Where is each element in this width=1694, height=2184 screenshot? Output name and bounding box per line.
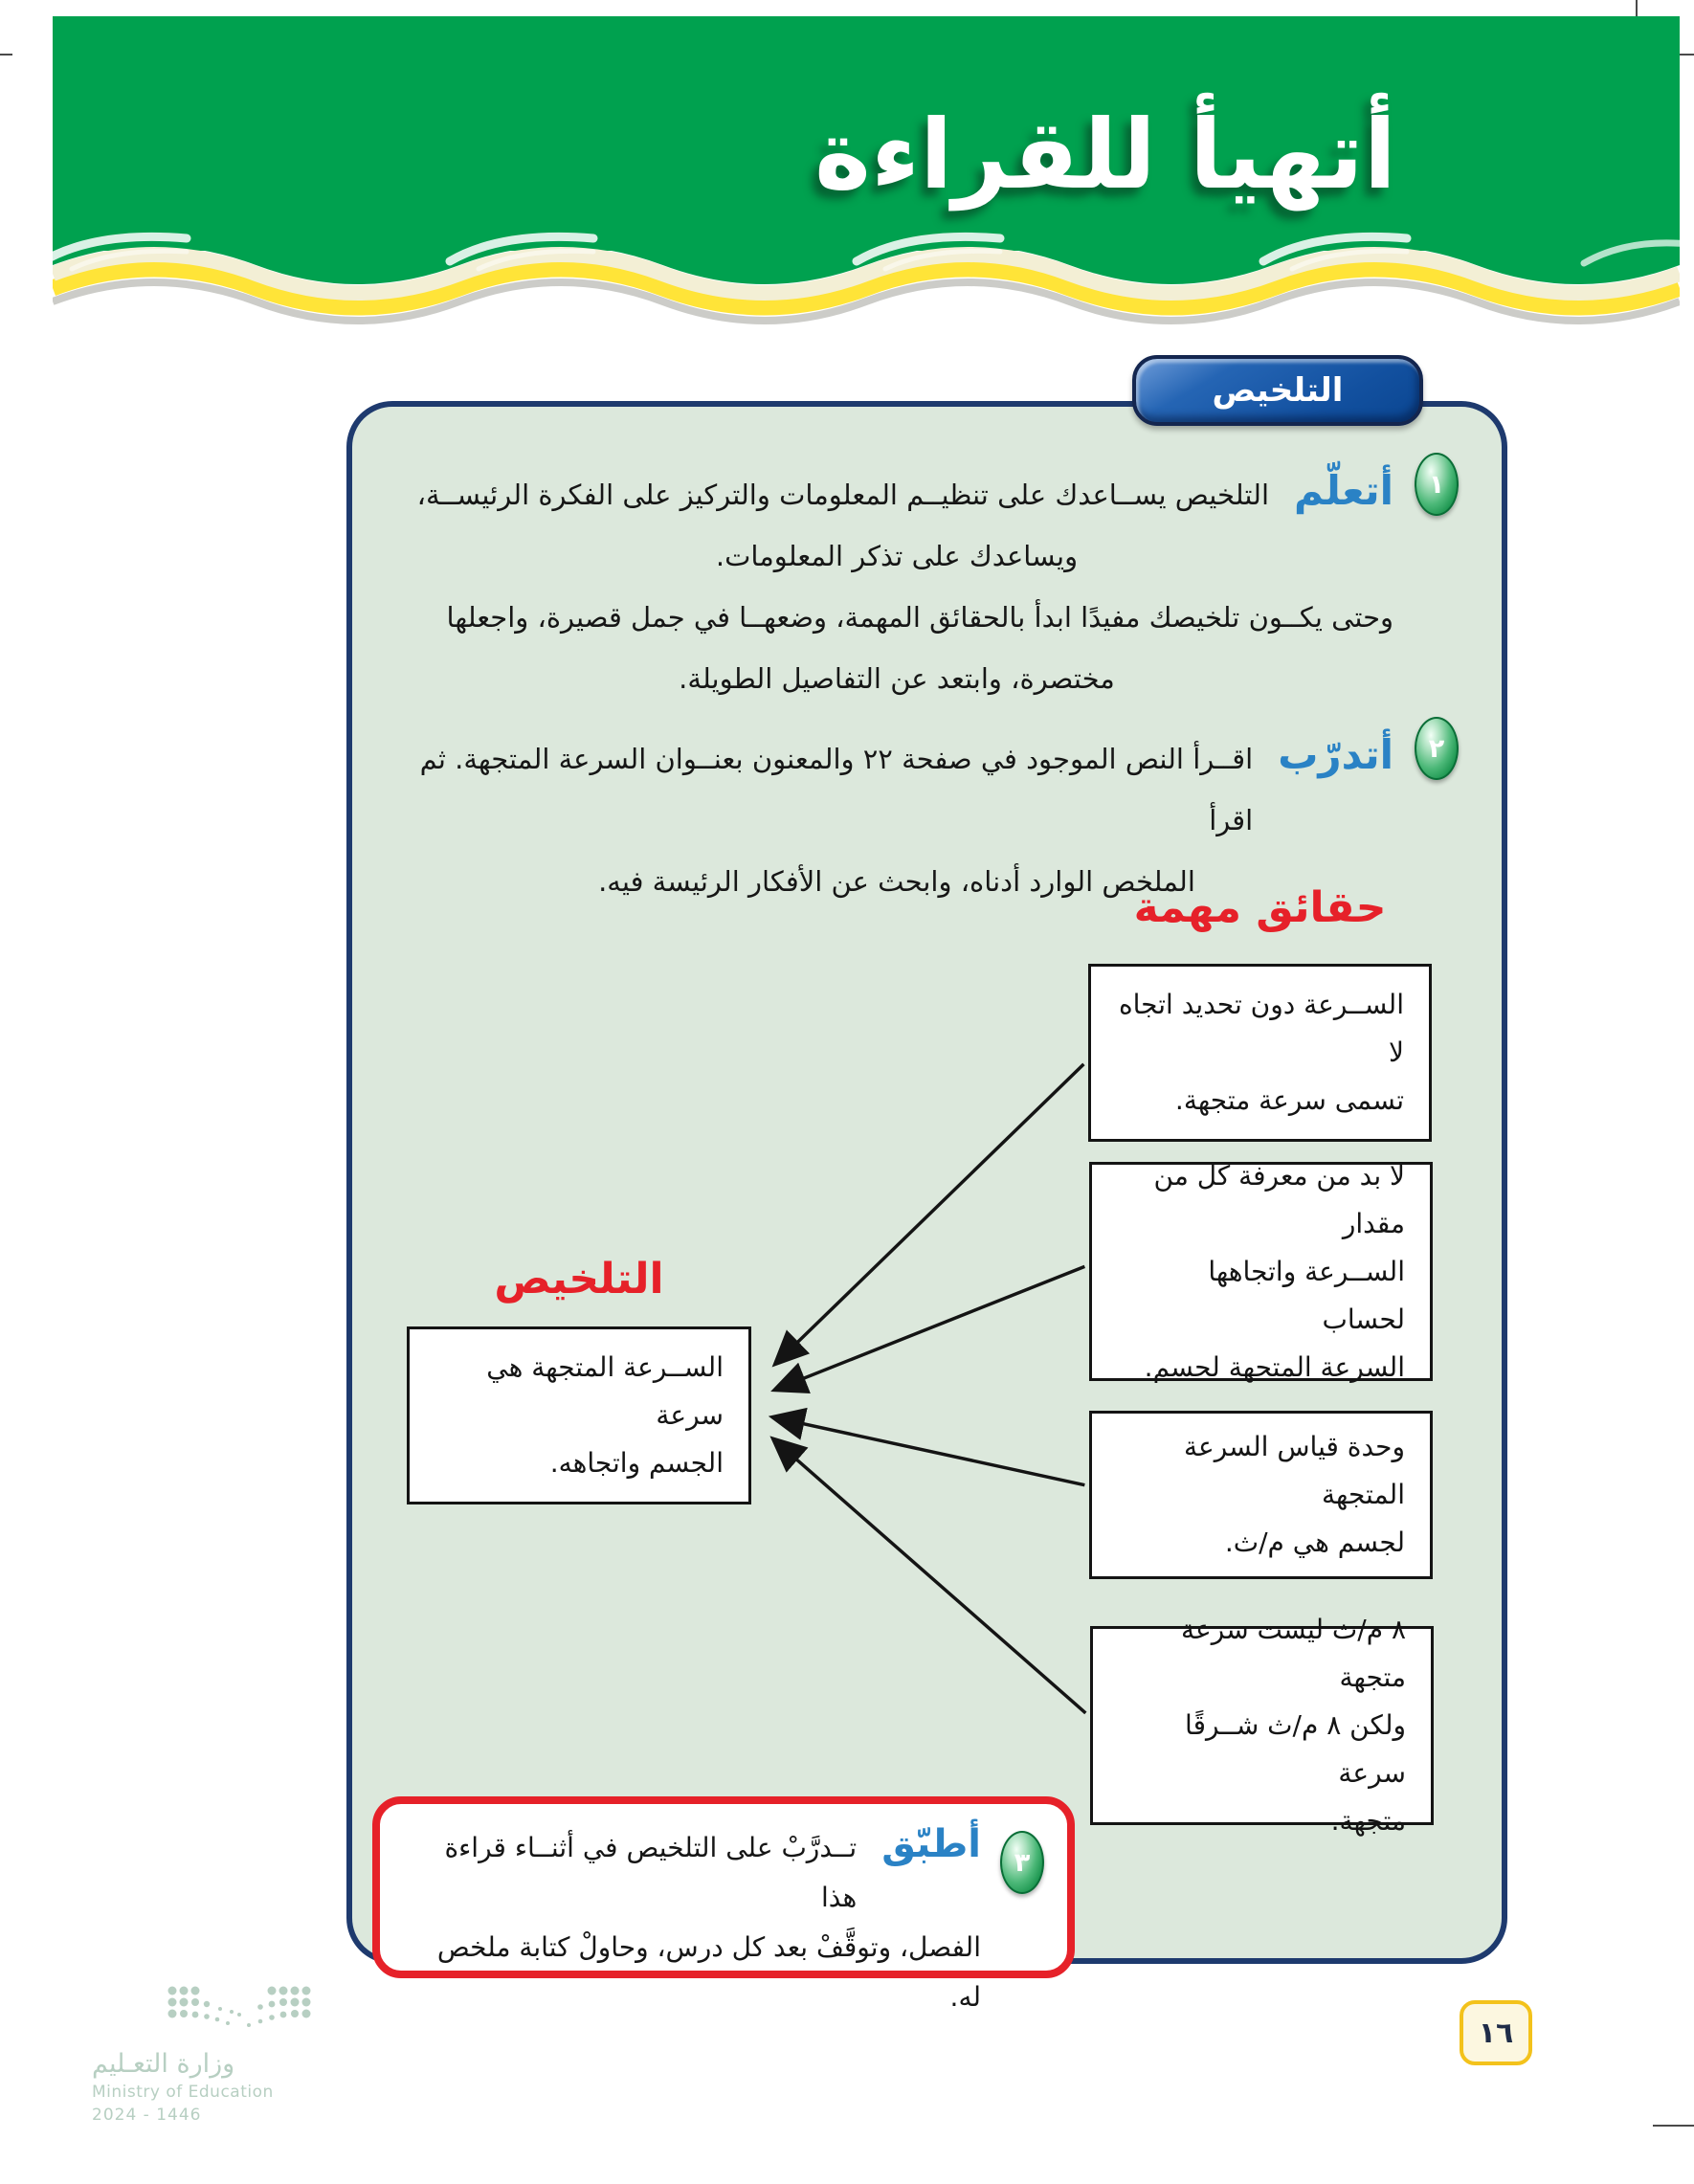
page-title: أتهيأ للقراءة: [814, 99, 1396, 211]
ministry-name-english: Ministry of Education: [92, 2083, 274, 2102]
apply-item: [372, 1796, 1075, 2013]
fact-2-line-3: السرعة المتجهة لجسم.: [1144, 1350, 1405, 1383]
step-3-number: ٣: [1014, 1847, 1031, 1878]
learn-line-1: التلخيص يســاعدك على تنظيــم المعلومات والتركيز على الفكرة الرئيســة،: [416, 479, 1270, 511]
practice-item: [400, 709, 1459, 912]
summary-pill-badge: [1132, 355, 1423, 426]
apply-heading: أطبّق: [881, 1822, 981, 1866]
step-3-badge: [1000, 1831, 1044, 1894]
fact-4-line-1: ٨ م/ث ليست سرعة متجهة: [1181, 1614, 1406, 1693]
apply-text: [403, 1819, 981, 2013]
fact-box-2: [1089, 1159, 1433, 1383]
practice-text: [400, 709, 1393, 912]
ministry-logo: [92, 1983, 341, 2125]
step-2-badge: [1415, 717, 1459, 780]
crop-mark: [0, 54, 12, 56]
practice-line-2: الملخص الوارد أدناه، وابحث عن الأفكار الرئيسة فيه.: [598, 865, 1195, 898]
fact-box-4: [1090, 1614, 1434, 1837]
learn-text: [400, 445, 1393, 709]
fact-3-line-2: لجسم هي م/ث.: [1224, 1527, 1405, 1558]
fact-box-3: [1089, 1411, 1433, 1579]
step-2-number: ٢: [1428, 733, 1445, 764]
apply-line-3: له.: [949, 1981, 981, 2013]
learn-line-4: مختصرة، وابتعد عن التفاصيل الطويلة.: [679, 662, 1115, 695]
summary-diagram-title: التلخيص: [494, 1255, 664, 1304]
fact-4-line-3: متجهة.: [1330, 1805, 1406, 1837]
fact-2-line-2: الســرعة واتجاهها لحساب: [1208, 1255, 1405, 1335]
ministry-year: 2024 - 1446: [92, 2106, 202, 2125]
fact-box-1: [1088, 964, 1432, 1142]
step-1-number: ١: [1428, 469, 1445, 500]
apply-line-2: الفصل، وتوقَّفْ بعد كل درس، وحاولْ كتابة ملخص: [436, 1931, 981, 1963]
page-number: ١٦: [1478, 2016, 1514, 2050]
ministry-name-arabic: وزارة التعـليم: [92, 2049, 235, 2079]
wave-decoration: [53, 225, 1680, 330]
practice-line-1: اقــرأ النص الموجود في صفحة ٢٢ والمعنون بعنــوان السرعة المتجهة. ثم اقرأ: [419, 743, 1254, 836]
step-1-badge: [1415, 453, 1459, 516]
learn-line-2: ويساعدك على تذكر المعلومات.: [715, 540, 1079, 572]
summary-pill-label: التلخيص: [1212, 371, 1344, 410]
learn-item: [400, 445, 1459, 709]
learn-line-3: وحتى يكــون تلخيصك مفيدًا ابدأ بالحقائق المهمة، وضعهــا في جمل قصيرة، واجعلها: [446, 601, 1393, 634]
summary-box: [407, 1326, 751, 1504]
summary-line-2: الجسم واتجاهه.: [549, 1447, 724, 1479]
page-number-badge: [1460, 2000, 1532, 2065]
apply-line-1: تــدرَّبْ على التلخيص في أثنــاء قراءة هذا: [444, 1832, 858, 1913]
practice-heading: أتدرّب: [1278, 731, 1393, 778]
summary-panel: [346, 401, 1507, 1964]
ministry-logo-dots: [163, 1983, 316, 2036]
facts-title: حقائق مهمة: [1133, 883, 1387, 932]
fact-1-line-2: تسمى سرعة متجهة.: [1174, 1084, 1404, 1116]
fact-4-line-2: ولكن ٨ م/ث شــرقًا سرعة: [1185, 1709, 1406, 1789]
fact-2-line-1: لا بد من معرفة كل من مقدار: [1153, 1159, 1405, 1239]
fact-1-line-1: الســرعة دون تحديد اتجاه لا: [1118, 989, 1404, 1068]
learn-heading: أتعلّم: [1294, 467, 1393, 514]
crop-mark: [1653, 2125, 1694, 2127]
summary-line-1: الســرعة المتجهة هي سرعة: [486, 1351, 724, 1431]
fact-3-line-1: وحدة قياس السرعة المتجهة: [1184, 1431, 1405, 1510]
